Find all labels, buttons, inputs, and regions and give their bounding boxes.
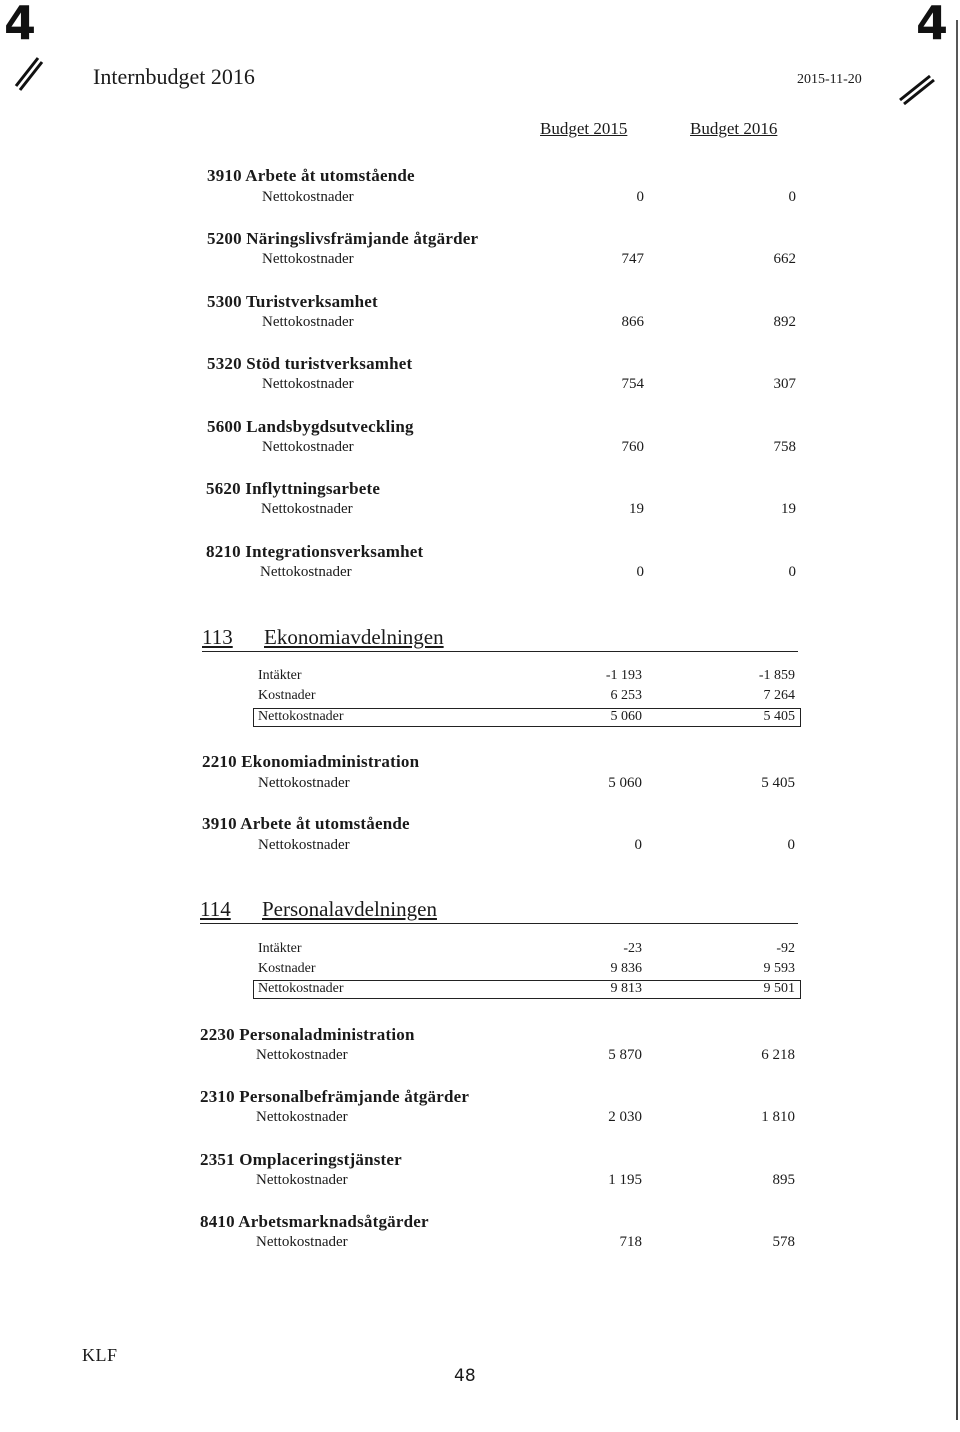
summary-label: Kostnader xyxy=(258,688,316,703)
value-2016: -92 xyxy=(776,941,795,956)
handwritten-mark-right: 4 xyxy=(916,0,949,50)
group-label: Nettokostnader xyxy=(256,1109,348,1125)
value-2016: 758 xyxy=(773,439,796,455)
value-2015: 754 xyxy=(621,376,644,392)
summary-label: Intäkter xyxy=(258,668,302,683)
summary-label: Intäkter xyxy=(258,941,302,956)
value-2015: 5 870 xyxy=(608,1047,642,1063)
value-2016: 7 264 xyxy=(763,688,795,703)
group-title: 2210 Ekonomiadministration xyxy=(202,752,420,771)
value-2016: 19 xyxy=(781,501,796,517)
total-2015: 5 060 xyxy=(610,709,642,724)
group-label: Nettokostnader xyxy=(262,376,354,392)
section-rule xyxy=(200,923,798,924)
group-title: 3910 Arbete åt utomstående xyxy=(207,166,415,185)
total-2016: 5 405 xyxy=(763,709,795,724)
handwritten-slash-left xyxy=(10,52,44,92)
handwritten-slash-right xyxy=(896,70,936,106)
value-2015: 0 xyxy=(636,564,644,580)
value-2016: 0 xyxy=(787,837,795,853)
value-2016: 0 xyxy=(788,189,796,205)
group-title: 8210 Integrationsverksamhet xyxy=(206,542,424,561)
column-header-2015: Budget 2015 xyxy=(540,119,628,138)
group-label: Nettokostnader xyxy=(256,1172,348,1188)
summary-label: Kostnader xyxy=(258,961,316,976)
total-label: Nettokostnader xyxy=(258,981,344,996)
value-2016: 9 593 xyxy=(763,961,795,976)
group-label: Nettokostnader xyxy=(256,1047,348,1063)
value-2016: 892 xyxy=(773,314,796,330)
group-label: Nettokostnader xyxy=(258,837,350,853)
group-label: Nettokostnader xyxy=(258,775,350,791)
value-2015: 19 xyxy=(629,501,644,517)
group-title: 8410 Arbetsmarknadsåtgärder xyxy=(200,1212,429,1231)
group-title: 5600 Landsbygdsutveckling xyxy=(207,417,414,436)
footer-org: KLF xyxy=(82,1345,118,1365)
group-title: 5320 Stöd turistverksamhet xyxy=(207,354,413,373)
value-2016: 6 218 xyxy=(761,1047,795,1063)
page-number: 48 xyxy=(454,1366,476,1386)
group-title: 5200 Näringslivsfrämjande åtgärder xyxy=(207,229,479,248)
value-2016: -1 859 xyxy=(758,668,795,683)
document-title: Internbudget 2016 xyxy=(93,64,255,89)
group-title: 5620 Inflyttningsarbete xyxy=(206,479,381,498)
document-date: 2015-11-20 xyxy=(797,72,862,87)
value-2015: 1 195 xyxy=(608,1172,642,1188)
value-2016: 307 xyxy=(773,376,796,392)
value-2015: 2 030 xyxy=(608,1109,642,1125)
total-label: Nettokostnader xyxy=(258,709,344,724)
section-number: 114 xyxy=(200,897,231,921)
value-2016: 662 xyxy=(773,251,796,267)
group-label: Nettokostnader xyxy=(256,1234,348,1250)
value-2015: 866 xyxy=(621,314,644,330)
group-title: 5300 Turistverksamhet xyxy=(207,292,378,311)
section-rule xyxy=(202,651,798,652)
total-2016: 9 501 xyxy=(763,981,795,996)
section-name: Ekonomiavdelningen xyxy=(264,625,444,649)
value-2016: 895 xyxy=(772,1172,795,1188)
group-label: Nettokostnader xyxy=(262,314,354,330)
group-label: Nettokostnader xyxy=(262,189,354,205)
value-2016: 5 405 xyxy=(761,775,795,791)
value-2015: 9 836 xyxy=(610,961,642,976)
section-name: Personalavdelningen xyxy=(262,897,437,921)
group-label: Nettokostnader xyxy=(260,564,352,580)
value-2016: 578 xyxy=(772,1234,795,1250)
value-2015: 718 xyxy=(619,1234,642,1250)
group-label: Nettokostnader xyxy=(262,251,354,267)
group-title: 2230 Personaladministration xyxy=(200,1025,415,1044)
column-header-2016: Budget 2016 xyxy=(690,119,778,138)
group-label: Nettokostnader xyxy=(261,501,353,517)
group-title: 2351 Omplaceringstjänster xyxy=(200,1150,402,1169)
value-2015: 5 060 xyxy=(608,775,642,791)
section-number: 113 xyxy=(202,625,233,649)
value-2015: -23 xyxy=(623,941,642,956)
value-2016: 0 xyxy=(788,564,796,580)
total-2015: 9 813 xyxy=(610,981,642,996)
value-2015: -1 193 xyxy=(605,668,642,683)
value-2016: 1 810 xyxy=(761,1109,795,1125)
group-label: Nettokostnader xyxy=(262,439,354,455)
value-2015: 6 253 xyxy=(610,688,642,703)
group-title: 2310 Personalbefrämjande åtgärder xyxy=(200,1087,470,1106)
handwritten-mark-left: 4 xyxy=(4,0,37,50)
value-2015: 760 xyxy=(621,439,644,455)
page-edge-line xyxy=(956,20,958,1420)
value-2015: 0 xyxy=(636,189,644,205)
value-2015: 747 xyxy=(621,251,644,267)
group-title: 3910 Arbete åt utomstående xyxy=(202,814,410,833)
value-2015: 0 xyxy=(634,837,642,853)
